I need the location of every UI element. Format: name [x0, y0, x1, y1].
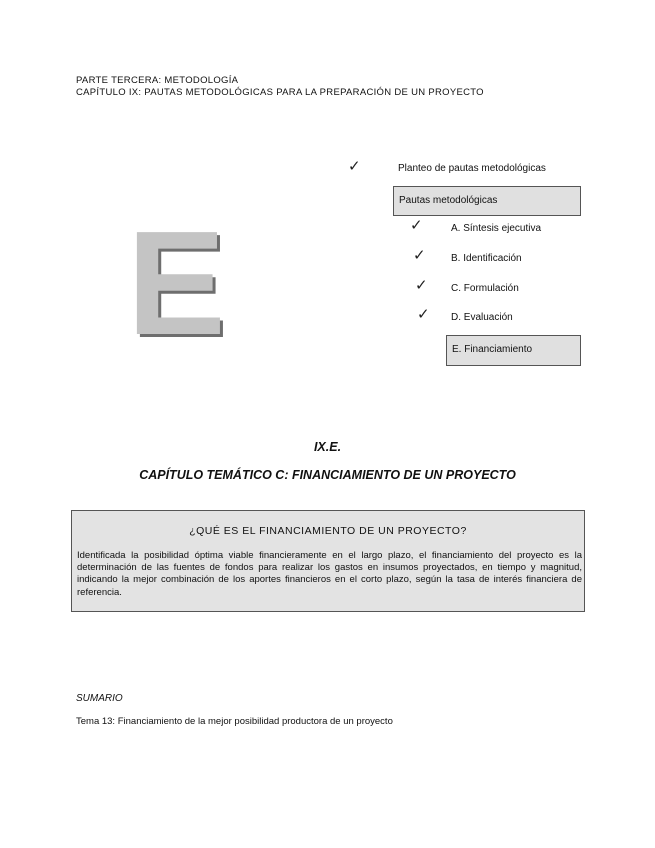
chapter-code: IX.E.: [313, 440, 342, 454]
checklist-item: B. Identificación: [451, 253, 522, 264]
checkmark-icon: ✓: [417, 305, 430, 323]
section-box-label: Pautas metodológicas: [399, 195, 498, 206]
checkmark-icon: ✓: [413, 246, 426, 264]
checklist-item: A. Síntesis ejecutiva: [451, 223, 542, 234]
summary-item: Tema 13: Financiamiento de la mejor posibilidad productora de un proyecto: [76, 716, 393, 727]
chapter-title: CAPÍTULO TEMÁTICO C: FINANCIAMIENTO DE UN PROYECTO: [139, 468, 516, 482]
section-box: [393, 186, 581, 216]
definition-box: [71, 510, 585, 612]
checkmark-icon: ✓: [415, 276, 428, 294]
decorative-letter: E: [127, 201, 226, 366]
definition-text: Identificada la posibilidad óptima viable financieramente en el largo plazo, el financiamiento del proyecto es la determinación de las fuentes de fondos para realizar los gastos en insumos proyectados, en tiempo y magnitud, indicando la mejor combinación de los aportes financieros en el corto plazo, según la tasa de interés financiera de referencia.: [77, 550, 582, 598]
checklist-item: D. Evaluación: [451, 312, 513, 323]
summary-heading: SUMARIO: [76, 693, 123, 704]
checklist-top-item: Planteo de pautas metodológicas: [398, 163, 546, 174]
checkmark-icon: ✓: [348, 157, 361, 175]
checkmark-icon: ✓: [410, 216, 423, 234]
current-item-label: E. Financiamiento: [452, 344, 533, 355]
checklist-item: C. Formulación: [451, 283, 519, 294]
current-item-box: [446, 335, 581, 366]
part-header: PARTE TERCERA: METODOLOGÍA: [76, 75, 239, 86]
chapter-header: CAPÍTULO IX: PAUTAS METODOLÓGICAS PARA LA PREPARACIÓN DE UN PROYECTO: [76, 87, 484, 98]
definition-title: ¿QUÉ ES EL FINANCIAMIENTO DE UN PROYECTO?: [189, 525, 467, 537]
